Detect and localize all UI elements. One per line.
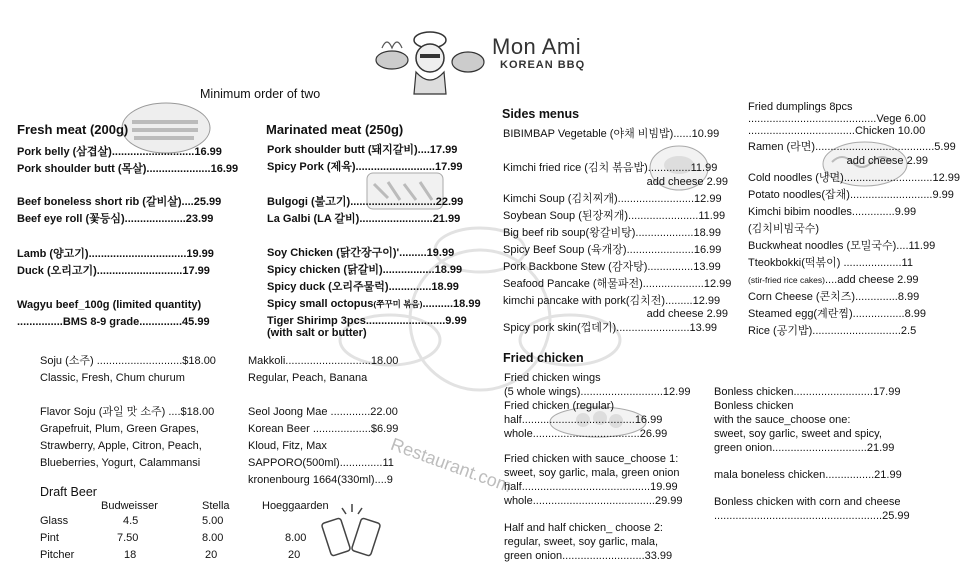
menu-item: Spicy duck (오리주물럭)..............18.99 (267, 281, 459, 293)
menu-item: Pork belly (삼겹살)...........................16.99 (17, 146, 222, 158)
draft-cell: 5.00 (202, 515, 224, 527)
draft-cell: 8.00 (285, 532, 307, 544)
chef-mascot-logo (372, 18, 488, 96)
menu-item: Spicy Pork (제육)..........................17.99 (267, 161, 463, 173)
menu-item: half..........................................19.99 (504, 481, 678, 493)
draft-cell: 4.5 (123, 515, 139, 527)
menu-item-note: Regular, Peach, Banana (248, 372, 368, 384)
menu-item: Kimchi Soup (김치찌개).........................12.99 (503, 193, 722, 205)
sides-title: Sides menus (502, 107, 580, 121)
draft-header: Hoeggaarden (262, 500, 329, 512)
menu-item: Corn Cheese (콘치즈)..............8.99 (748, 291, 920, 303)
fresh-meat-title: Fresh meat (200g) (17, 122, 129, 137)
brand-name: Mon Ami (492, 34, 582, 59)
minimum-order-notice: Minimum order of two (200, 87, 321, 101)
menu-item-note: Classic, Fresh, Chum churum (40, 372, 185, 384)
menu-item: Cold noodles (냉면).............................12.99 (748, 172, 960, 184)
menu-item: .......................................................25.99 (714, 510, 910, 522)
menu-item: Soybean Soup (된장찌개).......................11.99 (503, 210, 726, 222)
menu-item: Beef boneless short rib (갈비살)....25.99 (17, 196, 222, 208)
menu-item: Potato noodles(잡채)...........................9.99 (748, 189, 954, 201)
menu-item: Tiger Shirimp 3pcs..........................9.99 (267, 315, 467, 327)
watermark-text: Restaurant.com (388, 434, 515, 497)
menu-item: Fried chicken (regular) (504, 400, 615, 412)
menu-item: La Galbi (LA 갈비)........................21.99 (267, 213, 461, 225)
brand-subtitle: KOREAN BBQ (500, 59, 586, 71)
menu-item: Pork shoulder butt (목살).....................16.99 (17, 163, 239, 175)
fried-chicken-title: Fried chicken (503, 351, 584, 365)
menu-item: whole........................................29.99 (504, 495, 683, 507)
menu-item: whole...................................26.99 (504, 428, 668, 440)
menu-item: Ramen (라면).......................................5.99 (748, 141, 956, 153)
menu-item: Soju (소주) ............................$18.00 (40, 355, 216, 367)
menu-item-note: with the sauce_choose one: (714, 414, 851, 426)
menu-item: SAPPORO(500ml)..............11 (248, 457, 394, 469)
menu-item: kronenbourg 1664(330ml)....9 (248, 474, 393, 486)
menu-item: Kimchi fried rice (김치 볶음밥)..............11.99 (503, 162, 718, 174)
menu-item: (5 whole wings)...........................12.99 (504, 386, 691, 398)
menu-item: Spicy small octopus(쭈꾸미 볶음)..........18.99 (267, 298, 481, 310)
menu-item: Tteokbokki(떡볶이) ...................11 (748, 257, 913, 269)
menu-item: Rice (공기밥).............................2.5 (748, 325, 917, 337)
menu-item-note: Kloud, Fitz, Max (248, 440, 327, 452)
menu-item: ...............BMS 8-9 grade..............45.99 (17, 316, 210, 328)
menu-item: Spicy pork skin(껍데기)........................13.99 (503, 322, 718, 334)
menu-item: Soy Chicken (닭간장구이)'.........19.99 (267, 247, 455, 259)
draft-cell: 20 (288, 549, 301, 561)
menu-item-note: Blueberries, Yogurt, Calammansi (40, 457, 201, 469)
menu-item: Flavor Soju (과일 맛 소주) ....$18.00 (40, 406, 215, 418)
menu-item-option: ..........................................Vege 6.00 (748, 113, 926, 125)
draft-row-label: Pitcher (40, 549, 75, 561)
menu-item: Pork Backbone Stew (감자탕)...............13.99 (503, 261, 721, 273)
menu-item-note: Grapefruit, Plum, Green Grapes, (40, 423, 199, 435)
menu-item: Buckwheat noodles (모밀국수)....11.99 (748, 240, 936, 252)
menu-item-addon: add cheese 2.99 (646, 176, 728, 188)
menu-item: Fried dumplings 8pcs (748, 101, 853, 113)
menu-item: Spicy chicken (닭갈비).................18.99 (267, 264, 463, 276)
menu-item-note: (김치비빔국수) (748, 223, 820, 235)
menu-item: Wagyu beef_100g (limited quantity) (17, 299, 202, 311)
menu-item: (stir-fried rice cakes)....add cheese 2.99 (748, 274, 919, 286)
menu-item: Makkoli............................18.00 (248, 355, 399, 367)
menu-item: Bulgogi (불고기)............................22.99 (267, 196, 464, 208)
menu-item: mala boneless chicken................21.99 (714, 469, 902, 481)
menu-item: Korean Beer ...................$6.99 (248, 423, 399, 435)
draft-row-label: Pint (40, 532, 59, 544)
draft-row-label: Glass (40, 515, 69, 527)
menu-item: Seol Joong Mae .............22.00 (248, 406, 398, 418)
menu-item-note: sweet, soy garlic, mala, green onion (504, 467, 680, 479)
marinated-meat-title: Marinated meat (250g) (266, 122, 404, 137)
menu-item: Fried chicken wings (504, 372, 601, 384)
menu-item: Big beef rib soup(왕갈비탕)...................18.99 (503, 227, 721, 239)
menu-item-note: Strawberry, Apple, Citron, Peach, (40, 440, 202, 452)
menu-item: Half and half chicken_ choose 2: (504, 522, 663, 534)
draft-cell: 7.50 (117, 532, 139, 544)
menu-item: Spicy Beef Soup (육개장)......................16.99 (503, 244, 722, 256)
menu-item: Kimchi bibim noodles..............9.99 (748, 206, 917, 218)
menu-item: BIBIMBAP Vegetable (야채 비빔밥)......10.99 (503, 128, 720, 140)
draft-cell: 8.00 (202, 532, 224, 544)
menu-item: Bonless chicken..........................17.99 (714, 386, 901, 398)
menu-item-note: regular, sweet, soy garlic, mala, (504, 536, 659, 548)
menu-item: Pork shoulder butt (돼지갈비)....17.99 (267, 144, 458, 156)
menu-item-note: (with salt or butter) (267, 327, 367, 339)
draft-cell: 18 (124, 549, 137, 561)
menu-item: Bonless chicken (714, 400, 794, 412)
draft-header: Budweisser (101, 500, 158, 512)
menu-item: Beef eye roll (꽃등심)....................23.99 (17, 213, 214, 225)
draft-header: Stella (202, 500, 230, 512)
menu-item: green onion...............................21.99 (714, 442, 895, 454)
draft-cell: 20 (205, 549, 218, 561)
menu-item: Steamed egg(계란찜).................8.99 (748, 308, 927, 320)
draft-beer-title: Draft Beer (40, 485, 97, 499)
menu-item: kimchi pancake with pork(김치전).........12.99 (503, 295, 721, 307)
menu-item: Fried chicken with sauce_choose 1: (504, 453, 679, 465)
menu-item: Duck (오리고기)............................17.99 (17, 265, 210, 277)
menu-item: half.....................................16.99 (504, 414, 663, 426)
menu-item: green onion...........................33.99 (504, 550, 673, 562)
menu-item: Seafood Pancake (해물파전)....................12.99 (503, 278, 732, 290)
menu-item: Lamb (양고기)................................19.99 (17, 248, 214, 260)
menu-item-addon: add cheese 2.99 (646, 308, 728, 320)
menu-item-note: sweet, soy garlic, sweet and spicy, (714, 428, 882, 440)
menu-item-option: ...................................Chicken 10.00 (748, 125, 926, 137)
menu-item-addon: add cheese 2.99 (846, 155, 928, 167)
menu-item: Bonless chicken with corn and cheese (714, 496, 901, 508)
